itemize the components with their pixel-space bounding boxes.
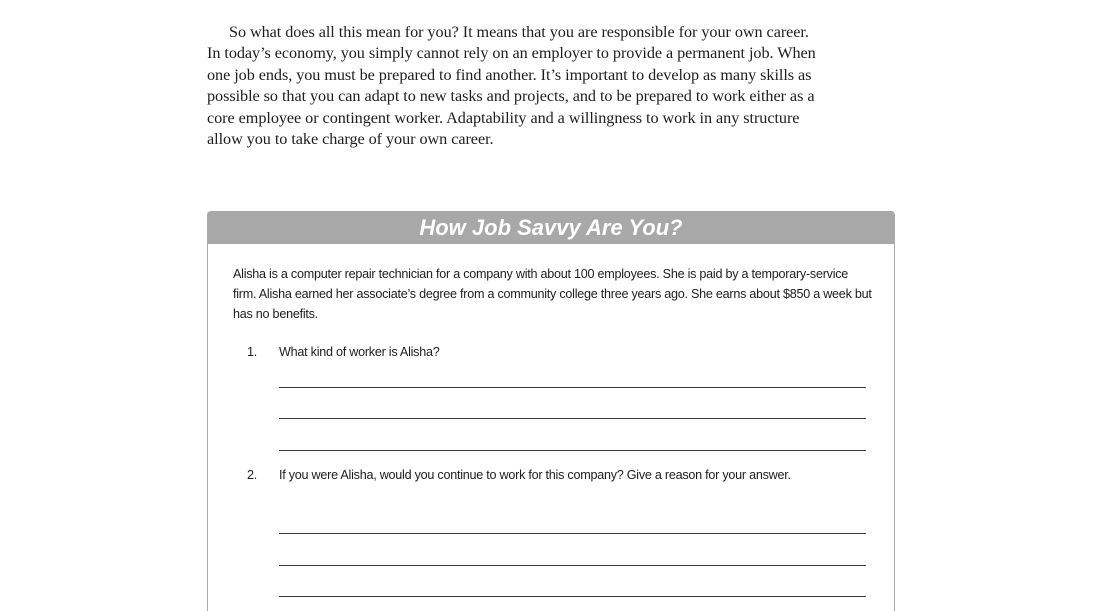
answer-line[interactable] — [279, 596, 866, 597]
intro-paragraph: So what does all this mean for you? It means that you are responsible for your own career. In today’s economy, you simply cannot rely on an employer to provide a permanent job. When one job ends, you must be prepared to find another. It’s important to develop as many skills as possible so that you can adapt to new tasks and projects, and to be prepared to work either as a core employee or contingent worker. Adaptability and a willingness to work in any structure allow you to take charge of your own career. — [207, 23, 816, 149]
answer-line[interactable] — [279, 418, 866, 419]
question-number: 1. — [247, 345, 258, 359]
question-text: If you were Alisha, would you continue to work for this company? Give a reason for your answer. — [279, 468, 791, 482]
answer-line[interactable] — [279, 387, 866, 388]
answer-line[interactable] — [279, 533, 866, 534]
answer-line[interactable] — [279, 450, 866, 451]
activity-title: How Job Savvy Are You? — [208, 212, 894, 244]
activity-box — [207, 211, 895, 611]
question-number: 2. — [247, 468, 258, 482]
question-text: What kind of worker is Alisha? — [279, 345, 440, 359]
scenario-text: Alisha is a computer repair technician for a company with about 100 employees. She is paid by a temporary-service firm. Alisha earned her associate’s degree from a community college three years ago. She earns about $850 a week but has no benefits. — [233, 267, 872, 321]
answer-line[interactable] — [279, 565, 866, 566]
